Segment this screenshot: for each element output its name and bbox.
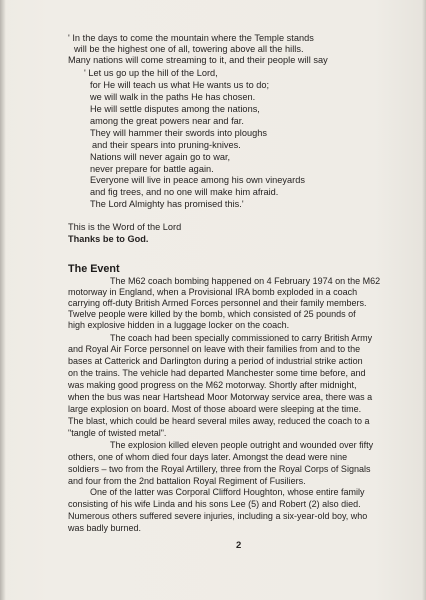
body-line: when the bus was near Hartshead Moor Motorway service area, there was a	[68, 392, 373, 402]
reading-response: Thanks be to God.	[68, 234, 149, 244]
reading-line: for He will teach us what He wants us to do;	[90, 80, 270, 90]
body-line: The M62 coach bombing happened on 4 February 1974 on the M62	[110, 276, 381, 286]
body-line: Twelve people were killed by the bomb, which consisted of 25 pounds of	[68, 309, 356, 319]
reading-line: and their spears into pruning-knives.	[92, 140, 241, 150]
page-number: 2	[236, 540, 242, 551]
reading-line: They will hammer their swords into ploughs	[90, 128, 268, 138]
body-line: high explosive hidden in a luggage locker on the coach.	[68, 320, 290, 330]
reading-line: ' Let us go up the hill of the Lord,	[84, 68, 218, 78]
reading-line: and fig trees, and no one will make him afraid.	[90, 187, 279, 197]
reading-line: He will settle disputes among the nations,	[90, 104, 260, 114]
body-line: The coach had been specially commissioned to carry British Army	[110, 333, 373, 343]
body-line: and Royal Air Force personnel on leave with their families from and to the	[68, 344, 361, 354]
body-line: The blast, which could be heard several miles away, reduced the coach to a	[68, 416, 370, 426]
reading-line: Nations will never again go to war,	[90, 152, 231, 162]
body-line: large explosion on board. Most of those aboard were sleeping at the time.	[68, 404, 362, 414]
body-line: bases at Catterick and Darlington during a period of industrial strike action	[68, 356, 363, 366]
body-line: was badly burned.	[68, 523, 142, 533]
reading-closing: This is the Word of the Lord	[68, 222, 182, 232]
body-line: carrying off-duty British Armed Forces personnel and their family members.	[68, 298, 367, 308]
body-line: One of the latter was Corporal Clifford Houghton, whose entire family	[90, 487, 365, 497]
body-line: The explosion killed eleven people outright and wounded over fifty	[110, 440, 374, 450]
body-line: soldiers – two from the Royal Artillery, three from the Royal Corps of Signals	[68, 464, 371, 474]
body-line: on the trains. The vehicle had departed Manchester some time before, and	[68, 368, 366, 378]
reading-line: among the great powers near and far.	[90, 116, 244, 126]
section-heading: The Event	[68, 263, 120, 275]
body-line: "tangle of twisted metal".	[68, 428, 167, 438]
reading-line: never prepare for battle again.	[90, 164, 214, 174]
body-line: others, one of whom died four days later. Amongst the dead were nine	[68, 452, 348, 462]
body-line: consisting of his wife Linda and his sons Lee (5) and Robert (2) also died.	[68, 499, 361, 509]
reading-line: The Lord Almighty has promised this.'	[90, 199, 244, 209]
reading-line: ' In the days to come the mountain where the Temple stands	[68, 33, 314, 43]
body-line: Numerous others suffered severe injuries, including a six-year-old boy, who	[68, 511, 368, 521]
reading-line: Many nations will come streaming to it, and their people will say	[68, 55, 328, 65]
reading-line: Everyone will live in peace among his own vineyards	[90, 175, 305, 185]
body-line: was making good progress on the M62 motorway. Shortly after midnight,	[68, 380, 357, 390]
reading-line: will be the highest one of all, towering above all the hills.	[74, 44, 304, 54]
body-line: and four from the 2nd battalion Royal Regiment of Fusiliers.	[68, 476, 306, 486]
reading-line: we will walk in the paths He has chosen.	[90, 92, 256, 102]
body-line: motorway in England, when a Provisional IRA bomb exploded in a coach	[68, 287, 358, 297]
